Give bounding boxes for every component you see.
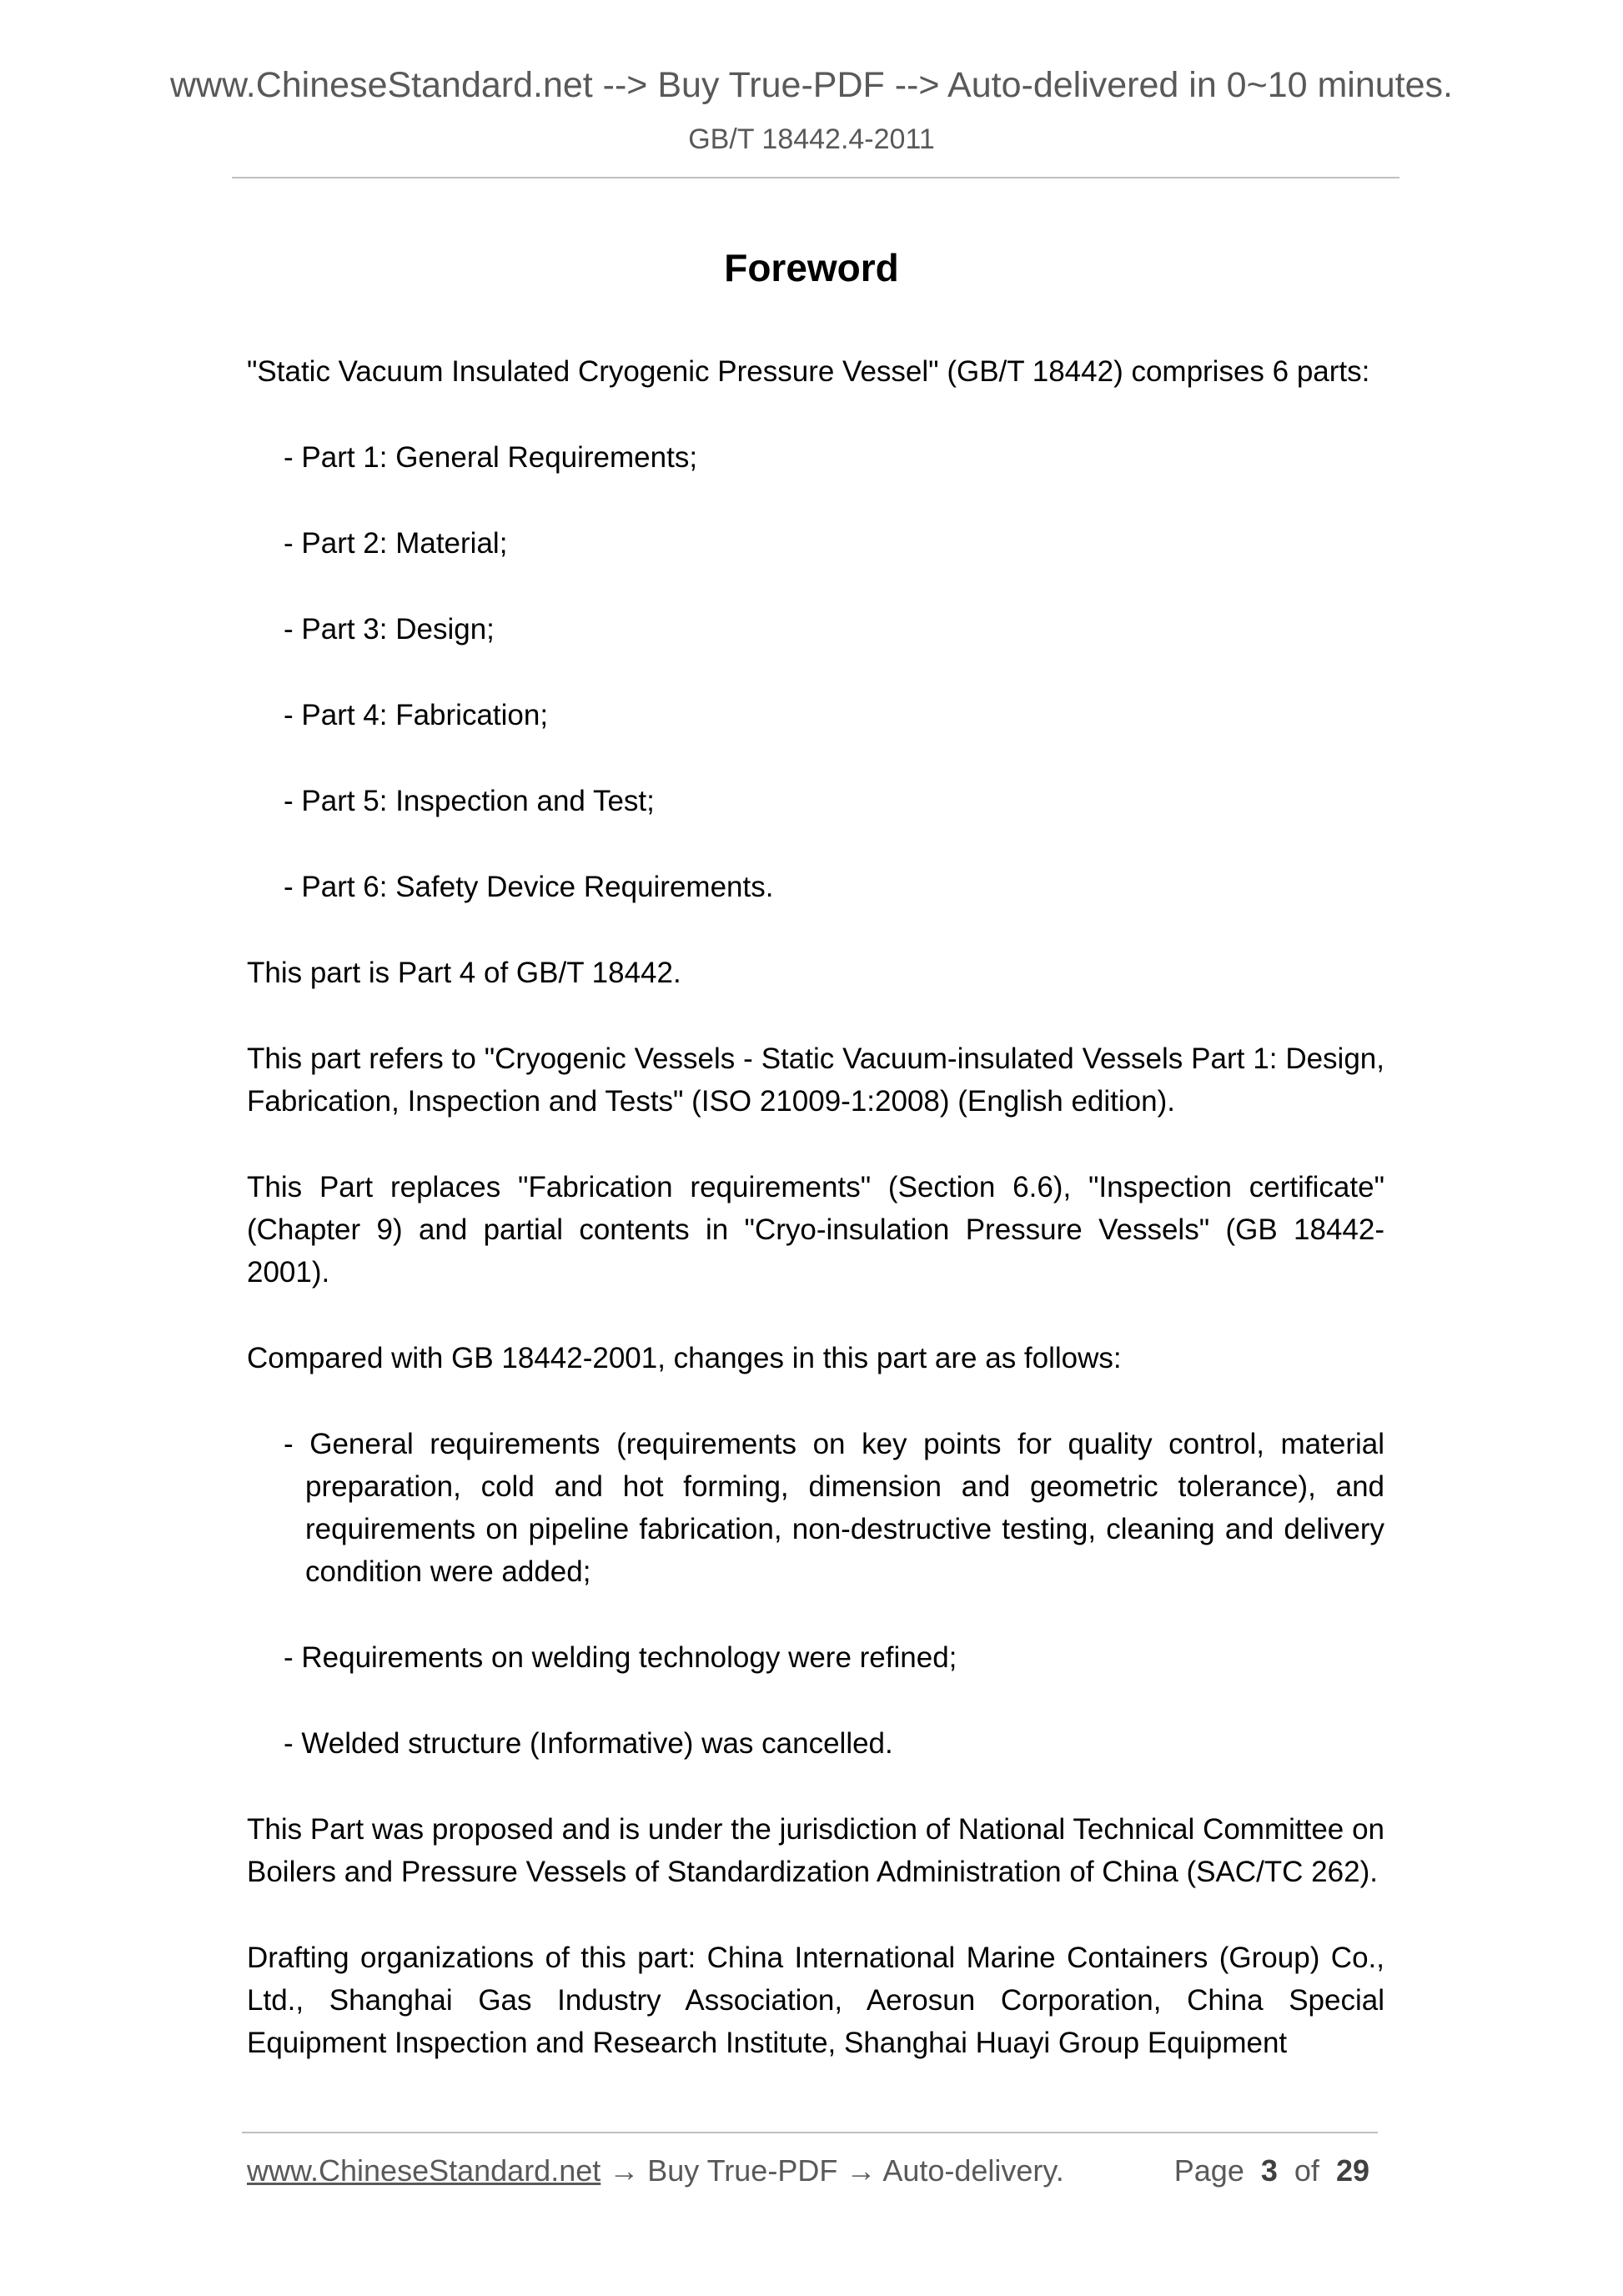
change-item-3: - Welded structure (Informative) was cancelled. xyxy=(284,1727,893,1760)
list-item-part4: - Part 4: Fabrication; xyxy=(284,699,549,731)
refers-paragraph: This part refers to "Cryogenic Vessels - Static Vacuum-insulated Vessels Part 1: Design, Fabrication, Inspection and Tests" (ISO 21009-1:2008) (English edition). xyxy=(247,1042,1384,1118)
header-doc-id: GB/T 18442.4-2011 xyxy=(688,123,935,155)
change-item-1: - General requirements (requirements on key points for quality control, material preparation, cold and hot forming, dimension and geometric tolerance), and requirements on pipeline fabrication, non-destructive testing, cleaning and delivery condition were added; xyxy=(284,1428,1384,1588)
change-item-2: - Requirements on welding technology were refined; xyxy=(284,1641,957,1674)
page-label: Page xyxy=(1173,2153,1244,2188)
list-item-part1: - Part 1: General Requirements; xyxy=(284,441,698,474)
this-part-paragraph: This part is Part 4 of GB/T 18442. xyxy=(247,957,681,989)
list-item-part3: - Part 3: Design; xyxy=(284,613,495,646)
list-item-part2: - Part 2: Material; xyxy=(284,527,508,560)
page-current: 3 xyxy=(1260,2153,1278,2188)
footer-promo xyxy=(247,2153,1064,2188)
replaces-paragraph: This Part replaces "Fabrication requirements" (Section 6.6), "Inspection certificate" (Chapter 9) and partial contents in "Cryo-insulation Pressure Vessels" (GB 18442-2001). xyxy=(247,1171,1384,1289)
page-total: 29 xyxy=(1335,2153,1369,2188)
drafting-paragraph: Drafting organizations of this part: China International Marine Containers (Group) Co., Ltd., Shanghai Gas Industry Association, Aerosun Corporation, China Special Equipment Inspection and Research Institute, Shanghai Huayi Group Equipment xyxy=(247,1942,1384,2059)
footer-divider xyxy=(242,2132,1378,2133)
page-of-label: of xyxy=(1294,2153,1319,2188)
page-footer xyxy=(247,2153,1381,2193)
list-item-part6: - Part 6: Safety Device Requirements. xyxy=(284,871,774,903)
header-banner: www.ChineseStandard.net --> Buy True-PDF --> Auto-delivered in 0~10 minutes. xyxy=(169,65,1453,105)
footer-site-link[interactable]: www.ChineseStandard.net xyxy=(247,2153,601,2188)
header-divider xyxy=(232,177,1399,178)
page-title: Foreword xyxy=(724,246,899,289)
intro-paragraph: "Static Vacuum Insulated Cryogenic Pressure Vessel" (GB/T 18442) comprises 6 parts: xyxy=(247,355,1370,388)
proposed-paragraph: This Part was proposed and is under the jurisdiction of National Technical Committee on Boilers and Pressure Vessels of Standardization Administration of China (SAC/TC 262). xyxy=(247,1813,1384,1888)
compared-paragraph: Compared with GB 18442-2001, changes in this part are as follows: xyxy=(247,1342,1122,1374)
footer-promo-text: → Buy True-PDF → Auto-delivery. xyxy=(600,2153,1064,2188)
foreword-body xyxy=(247,350,1384,2108)
page-number xyxy=(1174,2153,1369,2188)
list-item-part5: - Part 5: Inspection and Test; xyxy=(284,785,655,817)
